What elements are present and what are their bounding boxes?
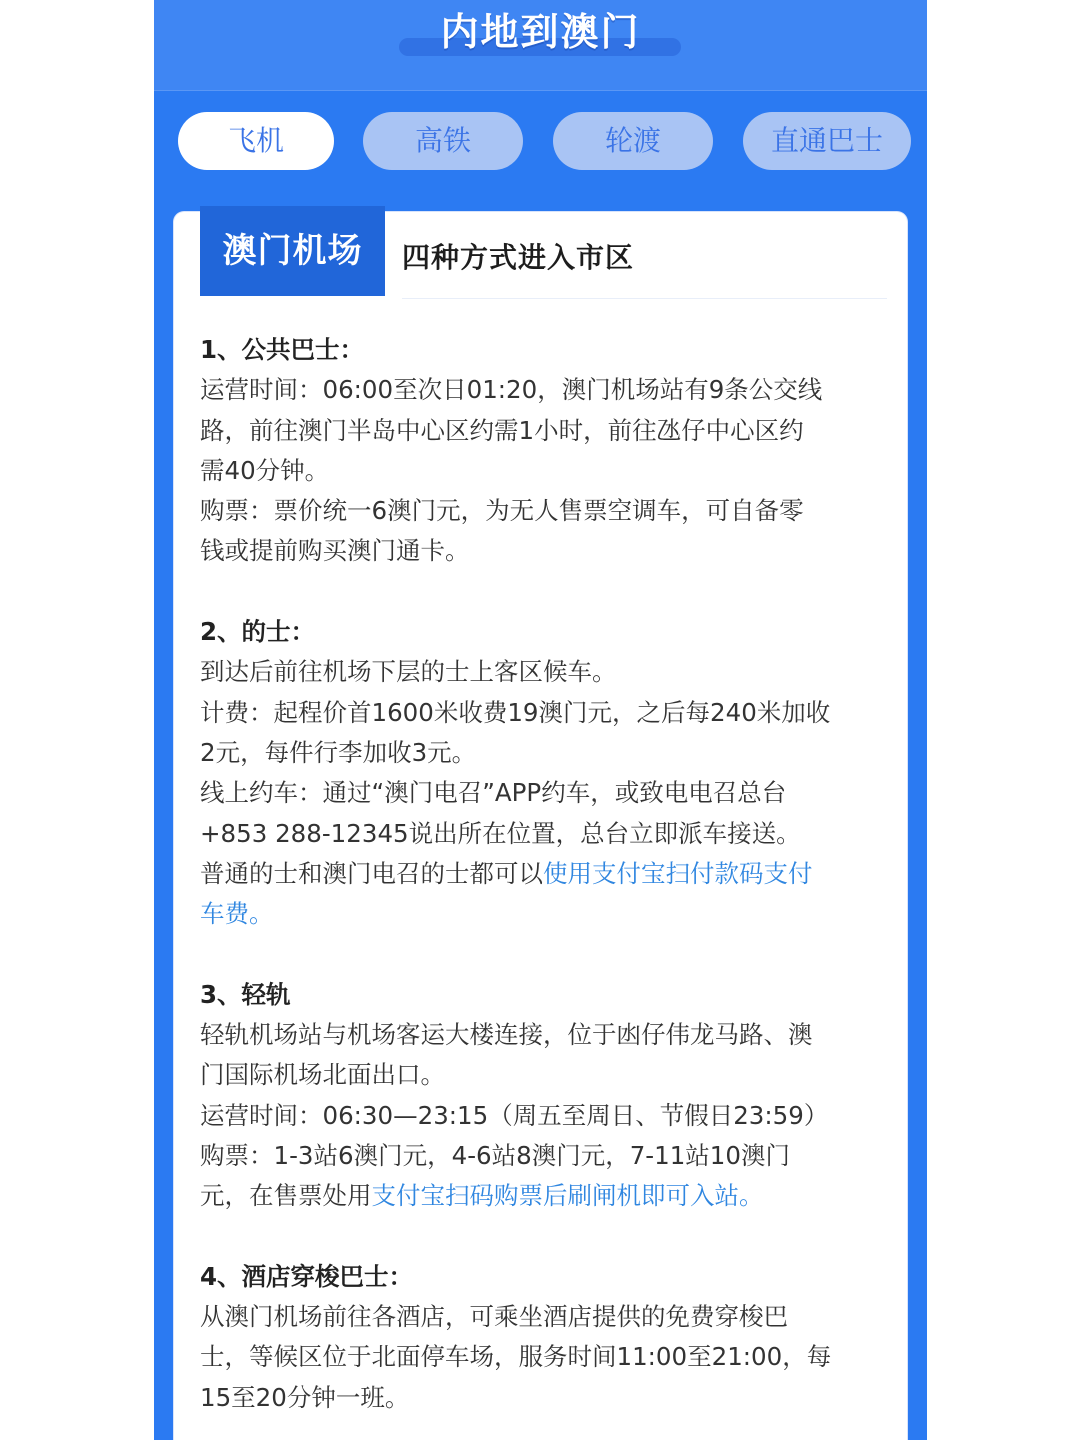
text-line: 2元，每件行李加收3元。 (200, 737, 477, 767)
info-card (174, 212, 907, 1440)
card-content (200, 330, 890, 1418)
text-line: 门国际机场北面出口。 (200, 1060, 445, 1090)
text-line: 钱或提前购买澳门通卡。 (200, 536, 470, 566)
section-taxi (200, 612, 890, 934)
guide-page (154, 0, 927, 1440)
spacer (200, 572, 890, 612)
text-line: 到达后前往机场下层的士上客区候车。 (200, 657, 617, 687)
text-line: 运营时间：06:30—23:15（周五至周日、节假日23:59） (200, 1100, 829, 1130)
text-line: 轻轨机场站与机场客运大楼连接，位于凼仔伟龙马路、澳 (200, 1020, 813, 1050)
alipay-link[interactable]: 使用支付宝扫付款码支付 (543, 858, 813, 888)
card-label: 澳门机场 (200, 206, 385, 296)
section-title: 3、轻轨 (200, 979, 291, 1009)
text-line: 从澳门机场前往各酒店，可乘坐酒店提供的免费穿梭巴 (200, 1302, 788, 1332)
alipay-link-continued[interactable]: 车费。 (200, 899, 274, 929)
section-public-bus (200, 330, 890, 572)
tab-direct-bus[interactable]: 直通巴士 (743, 112, 911, 170)
section-title: 2、的士： (200, 617, 316, 647)
text-line: 路，前往澳门半岛中心区约需1小时，前往氹仔中心区约 (200, 415, 804, 445)
text-line: 需40分钟。 (200, 455, 330, 485)
section-hotel-shuttle (200, 1257, 890, 1418)
tab-ferry[interactable]: 轮渡 (553, 112, 713, 170)
section-title: 1、公共巴士： (200, 335, 365, 364)
transport-tabs (154, 112, 927, 172)
alipay-ticket-link[interactable]: 支付宝扫码购票后刷闸机即可入站。 (371, 1181, 764, 1211)
text-line: 购票：票价统一6澳门元，为无人售票空调车，可自备零 (200, 496, 804, 526)
spacer (200, 934, 890, 974)
spacer (200, 1217, 890, 1257)
section-title: 4、酒店穿梭巴士： (200, 1261, 414, 1291)
tab-high-speed-rail[interactable]: 高铁 (363, 112, 523, 170)
page-title: 内地到澳门 (440, 10, 641, 54)
section-light-rail (200, 975, 890, 1217)
tab-plane[interactable]: 飞机 (178, 112, 334, 170)
text-line: +853 288-12345说出所在位置，总台立即派车接送。 (200, 818, 801, 848)
text-line: 15至20分钟一班。 (200, 1382, 410, 1412)
header-bar (154, 0, 927, 91)
card-subtitle: 四种方式进入市区 (402, 241, 635, 274)
text-line: 计费：起程价首1600米收费19澳门元，之后每240米加收 (200, 697, 831, 727)
divider (402, 298, 887, 299)
text-line: 购票：1-3站6澳门元，4-6站8澳门元，7-11站10澳门 (200, 1140, 790, 1170)
text-line: 运营时间：06:00至次日01:20，澳门机场站有9条公交线 (200, 375, 823, 405)
text-line (200, 854, 890, 894)
text-plain: 普通的士和澳门电召的士都可以 (200, 858, 543, 888)
text-line: 线上约车：通过“澳门电召”APP约车，或致电电召总台 (200, 778, 787, 808)
text-line (200, 1176, 890, 1216)
text-plain: 元，在售票处用 (200, 1181, 372, 1211)
text-line: 士，等候区位于北面停车场，服务时间11:00至21:00，每 (200, 1342, 832, 1372)
